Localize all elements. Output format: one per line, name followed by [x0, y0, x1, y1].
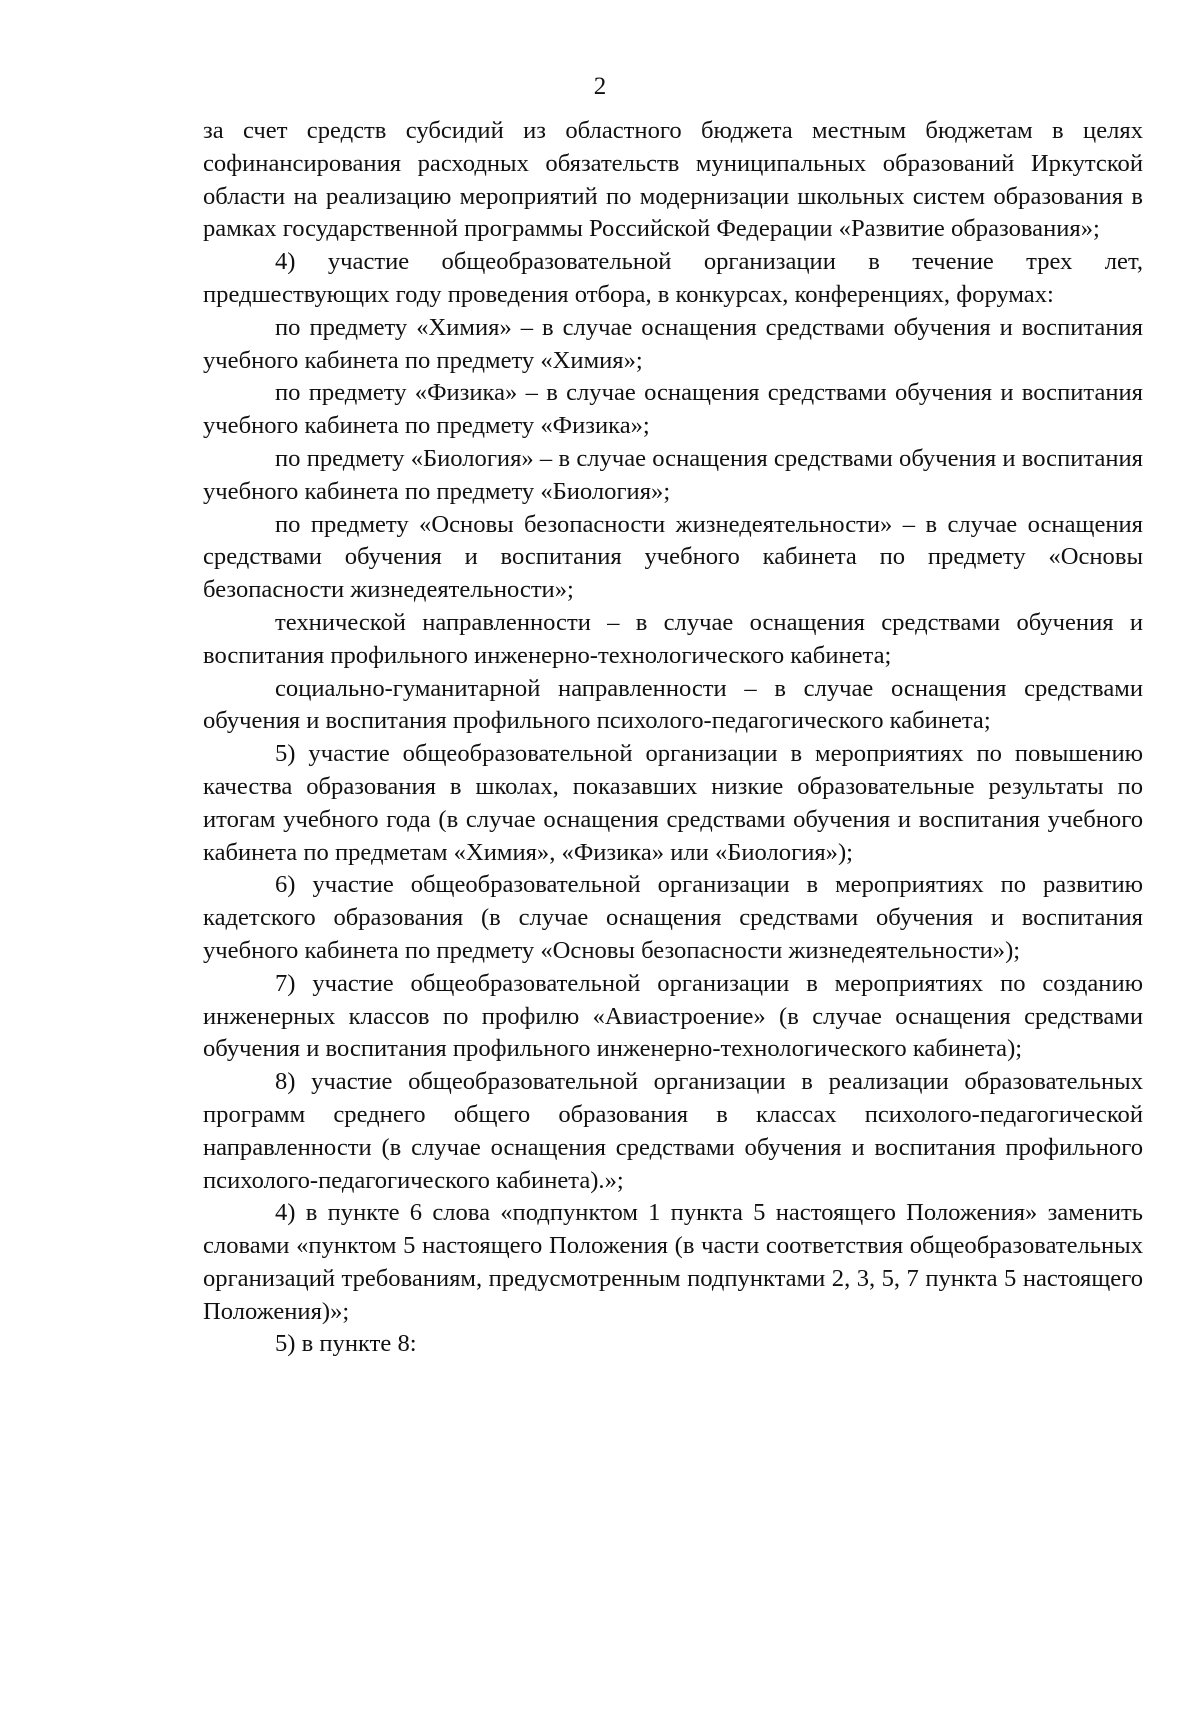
paragraph-subject-life-safety: по предмету «Основы безопасности жизнедеятельности» – в случае оснащения средствами обучения и воспитания учебного кабинета по предмету «Основы безопасности жизнедеятельности»;	[203, 510, 1143, 604]
paragraph-item-7: 7) участие общеобразовательной организации в мероприятиях по созданию инженерных классов по профилю «Авиастроение» (в случае оснащения средствами обучения и воспитания профильного инженерно-технологического кабинета);	[203, 969, 1143, 1063]
paragraph-subject-biology: по предмету «Биология» – в случае оснащения средствами обучения и воспитания учебного кабинета по предмету «Биология»;	[203, 444, 1143, 505]
paragraph-continuation: за счет средств субсидий из областного бюджета местным бюджетам в целях софинансирования расходных обязательств муниципальных образований Иркутской области на реализацию мероприятий по модернизации школьных систем образования в рамках государственной программы Российской Федерации «Развитие образования»;	[203, 117, 1143, 243]
paragraph-technical-direction: технической направленности – в случае оснащения средствами обучения и воспитания профильного инженерно-технологического кабинета;	[203, 608, 1143, 669]
document-body	[203, 115, 1143, 1361]
paragraph-item-5: 5) участие общеобразовательной организации в мероприятиях по повышению качества образования в школах, показавших низкие образовательные результаты по итогам учебного года (в случае оснащения средствами обучения и воспитания учебного кабинета по предметам «Химия», «Физика» или «Биология»);	[203, 740, 1143, 866]
paragraph-item-8: 8) участие общеобразовательной организации в реализации образовательных программ среднего общего образования в классах психолого-педагогической направленности (в случае оснащения средствами обучения и воспитания профильного психолого-педагогического кабинета).»;	[203, 1068, 1143, 1194]
page-number: 2	[593, 73, 607, 100]
paragraph-subject-physics: по предмету «Физика» – в случае оснащения средствами обучения и воспитания учебного кабинета по предмету «Физика»;	[203, 379, 1143, 440]
paragraph-amendment-5: 5) в пункте 8:	[275, 1330, 417, 1358]
paragraph-subject-chemistry: по предмету «Химия» – в случае оснащения средствами обучения и воспитания учебного кабинета по предмету «Химия»;	[203, 313, 1143, 374]
paragraph-amendment-4: 4) в пункте 6 слова «подпунктом 1 пункта 5 настоящего Положения» заменить словами «пунктом 5 настоящего Положения (в части соответствия общеобразовательных организаций требованиям, предусмотренным подпунктами 2, 3, 5, 7 пункта 5 настоящего Положения)»;	[203, 1199, 1143, 1325]
paragraph-item-4-participation: 4) участие общеобразовательной организации в течение трех лет, предшествующих году проведения отбора, в конкурсах, конференциях, форумах:	[203, 248, 1143, 308]
paragraph-item-6: 6) участие общеобразовательной организации в мероприятиях по развитию кадетского образования (в случае оснащения средствами обучения и воспитания учебного кабинета по предмету «Основы безопасности жизнедеятельности»);	[203, 871, 1143, 964]
paragraph-social-humanitarian-direction: социально-гуманитарной направленности – в случае оснащения средствами обучения и воспитания профильного психолого-педагогического кабинета;	[203, 674, 1143, 735]
